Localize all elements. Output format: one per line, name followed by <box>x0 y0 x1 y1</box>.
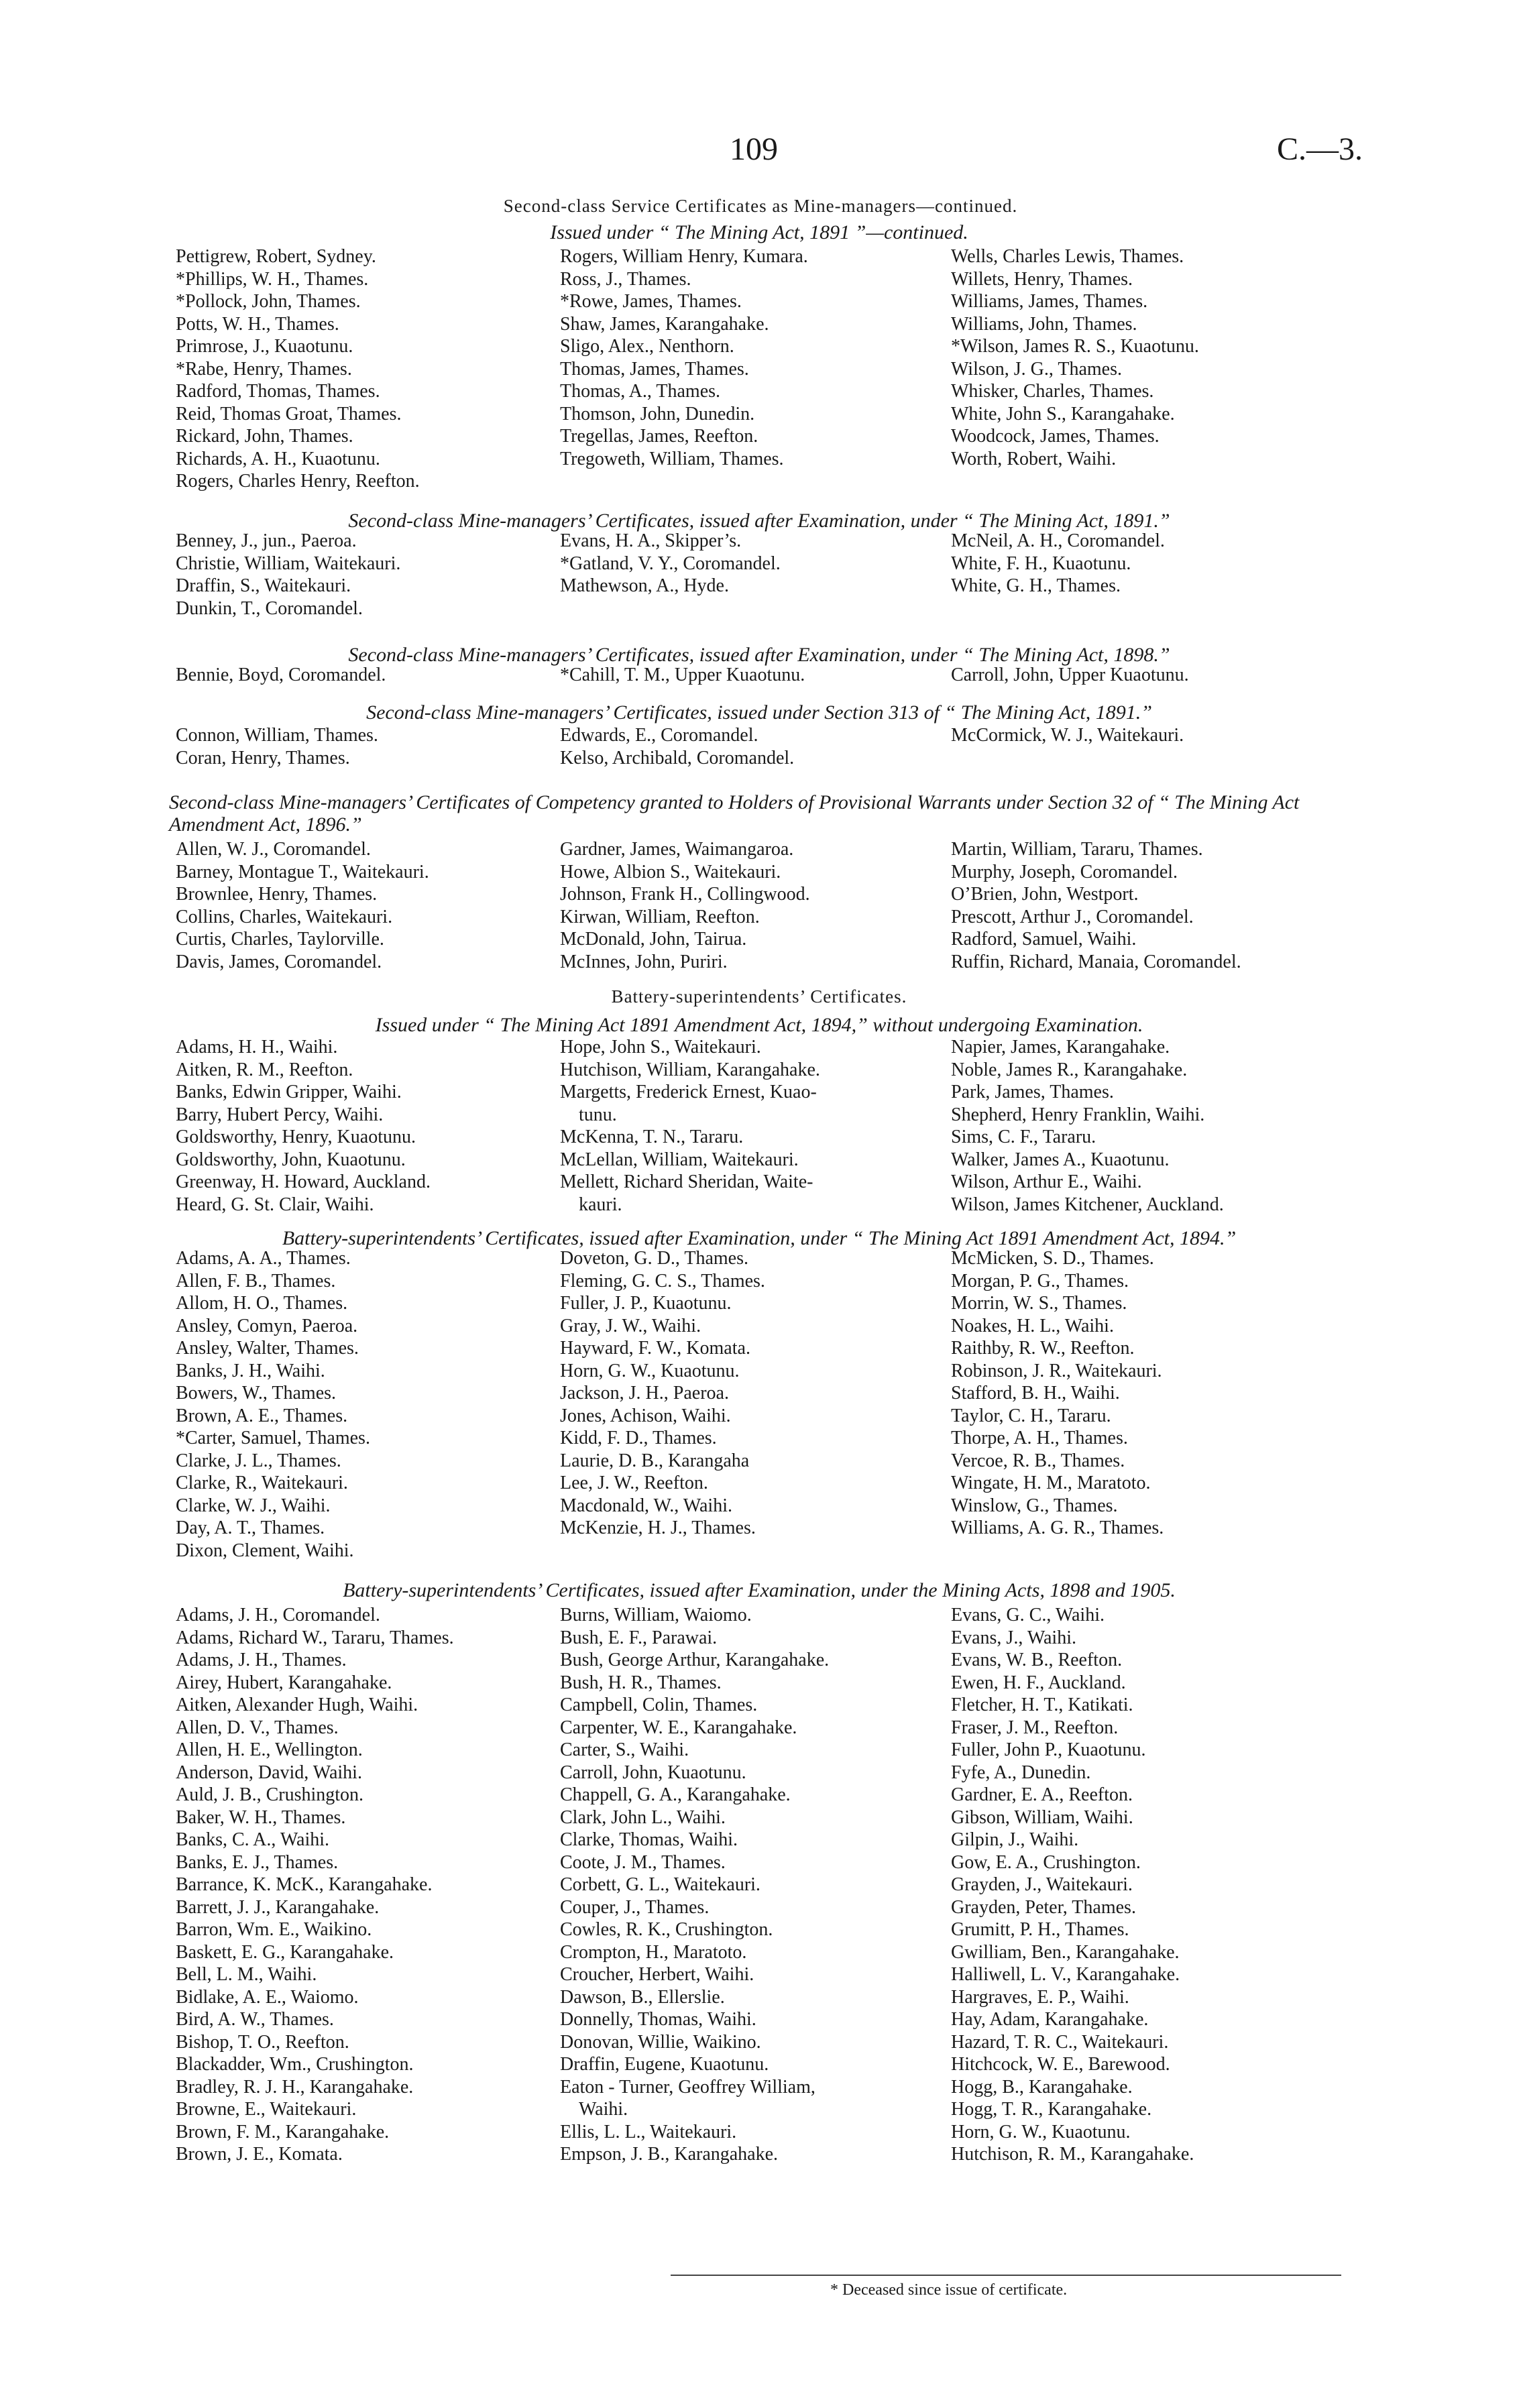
certificate-holder: Allen, W. J., Coromandel. <box>176 839 371 860</box>
certificate-holder: Thomas, A., Thames. <box>560 381 721 402</box>
certificate-holder: Allen, F. B., Thames. <box>176 1270 336 1292</box>
certificate-holder: Ansley, Comyn, Paeroa. <box>176 1315 358 1336</box>
section-heading: Second-class Mine-managers’ Certificates, issued after Examination, under “ The Mining Act, 1898.” <box>348 644 1170 666</box>
certificate-holder: Grayden, Peter, Thames. <box>951 1896 1136 1918</box>
certificate-holder: kauri. <box>579 1194 622 1215</box>
certificate-holder: Ross, J., Thames. <box>560 268 691 290</box>
certificate-holder: Hargraves, E. P., Waihi. <box>951 1986 1129 2008</box>
certificate-holder: Mathewson, A., Hyde. <box>560 575 729 596</box>
certificate-holder: Bennie, Boyd, Coromandel. <box>176 665 386 685</box>
certificate-holder: Tregellas, James, Reefton. <box>560 426 758 447</box>
certificate-holder: Halliwell, L. V., Karangahake. <box>951 1964 1180 1985</box>
certificate-holder: Carter, S., Waihi. <box>560 1739 689 1760</box>
name-column-2 <box>560 530 781 597</box>
certificate-holder: McMicken, S. D., Thames. <box>951 1248 1154 1269</box>
certificate-holder: *Phillips, W. H., Thames. <box>176 268 369 290</box>
certificate-holder: Wells, Charles Lewis, Thames. <box>951 246 1184 267</box>
certificate-holder: Gilpin, J., Waihi. <box>951 1829 1079 1850</box>
certificate-holder: Bush, H. R., Thames. <box>560 1672 722 1693</box>
certificate-holder: Willets, Henry, Thames. <box>951 268 1133 290</box>
certificate-holder: McLellan, William, Waitekauri. <box>560 1149 799 1170</box>
certificate-holder: Grumitt, P. H., Thames. <box>951 1919 1129 1940</box>
certificate-holder: McKenzie, H. J., Thames. <box>560 1517 756 1538</box>
certificate-holder: Park, James, Thames. <box>951 1082 1114 1102</box>
certificate-holder: Coote, J. M., Thames. <box>560 1851 726 1873</box>
certificate-holder: Ellis, L. L., Waitekauri. <box>560 2121 737 2142</box>
certificate-holder: McDonald, John, Tairua. <box>560 929 747 950</box>
certificate-holder: Gow, E. A., Crushington. <box>951 1851 1141 1873</box>
section-heading: Battery-superintendents’ Certificates. <box>611 986 907 1007</box>
certificate-holder: Banks, E. J., Thames. <box>176 1851 339 1873</box>
certificate-holder: Woodcock, James, Thames. <box>951 426 1160 447</box>
certificate-holder: Vercoe, R. B., Thames. <box>951 1450 1125 1471</box>
certificate-holder: Howe, Albion S., Waitekauri. <box>560 861 781 882</box>
certificate-holder: Evans, W. B., Reefton. <box>951 1650 1123 1670</box>
certificate-holder: *Rowe, James, Thames. <box>560 291 742 312</box>
certificate-holder: Clarke, J. L., Thames. <box>176 1450 341 1471</box>
certificate-holder: Macdonald, W., Waihi. <box>560 1495 732 1516</box>
certificate-holder: Radford, Samuel, Waihi. <box>951 929 1137 950</box>
certificate-holder: Wilson, Arthur E., Waihi. <box>951 1171 1142 1192</box>
certificate-holder: Gray, J. W., Waihi. <box>560 1315 701 1336</box>
certificate-holder: McKenna, T. N., Tararu. <box>560 1127 744 1147</box>
certificate-holder: Bishop, T. O., Reefton. <box>176 2031 349 2053</box>
section-heading: Second-class Mine-managers’ Certificates of Competency granted to Holders of Provisional Warrants under Section 32 of “ The Mining Act Amendment Act, 1896.” <box>169 791 1300 836</box>
certificate-holder: Blackadder, Wm., Crushington. <box>176 2054 414 2075</box>
certificate-holder: Donovan, Willie, Waikino. <box>560 2031 761 2053</box>
certificate-holder: Evans, H. A., Skipper’s. <box>560 530 742 551</box>
section-heading: Second-class Mine-managers’ Certificates, issued after Examination, under “ The Mining Act, 1891.” <box>348 510 1170 532</box>
certificate-holder: Napier, James, Karangahake. <box>951 1037 1170 1057</box>
certificate-holder: Couper, J., Thames. <box>560 1896 710 1918</box>
certificate-holder: Prescott, Arthur J., Coromandel. <box>951 906 1194 927</box>
certificate-holder: Curtis, Charles, Taylorville. <box>176 929 384 950</box>
certificate-holder: Allen, D. V., Thames. <box>176 1717 339 1738</box>
name-column-1 <box>176 724 378 769</box>
certificate-holder: Draffin, S., Waitekauri. <box>176 575 351 596</box>
certificate-holder: Adams, Richard W., Tararu, Thames. <box>176 1627 454 1648</box>
certificate-holder: Goldsworthy, John, Kuaotunu. <box>176 1149 406 1170</box>
certificate-holder: Noakes, H. L., Waihi. <box>951 1315 1114 1336</box>
certificate-holder: Bradley, R. J. H., Karangahake. <box>176 2076 414 2098</box>
certificate-holder: Ewen, H. F., Auckland. <box>951 1672 1126 1693</box>
certificate-holder: Hay, Adam, Karangahake. <box>951 2009 1149 2030</box>
name-column-3 <box>951 1036 1224 1216</box>
certificate-holder: Clark, John L., Waihi. <box>560 1807 726 1828</box>
name-column-1 <box>176 664 386 687</box>
certificate-holder: Chappell, G. A., Karangahake. <box>560 1784 791 1805</box>
certificate-holder: Laurie, D. B., Karangaha <box>560 1450 750 1471</box>
certificate-holder: Wilson, J. G., Thames. <box>951 358 1123 380</box>
section-heading: Second-class Mine-managers’ Certificates, issued under Section 313 of “ The Mining Act, 1891.” <box>366 701 1152 724</box>
certificate-holder: Edwards, E., Coromandel. <box>560 725 758 746</box>
certificate-holder: White, G. H., Thames. <box>951 575 1121 596</box>
certificate-holder: Wilson, James Kitchener, Auckland. <box>951 1194 1224 1215</box>
certificate-holder: Carroll, John, Upper Kuaotunu. <box>951 665 1189 685</box>
certificate-holder: Baskett, E. G., Karangahake. <box>176 1941 394 1963</box>
certificate-holder: Radford, Thomas, Thames. <box>176 381 380 402</box>
certificate-holder: Dunkin, T., Coromandel. <box>176 597 363 619</box>
certificate-holder: Potts, W. H., Thames. <box>176 313 339 335</box>
page-title: Second-class Service Certificates as Mine-managers—continued. <box>503 196 1018 216</box>
certificate-holder: Day, A. T., Thames. <box>176 1517 325 1538</box>
certificate-holder: Brown, J. E., Komata. <box>176 2144 343 2165</box>
certificate-holder: Thorpe, A. H., Thames. <box>951 1428 1128 1448</box>
section-heading: Battery-superintendents’ Certificates, issued after Examination, under the Mining Acts, 1898 and 1905. <box>343 1579 1176 1601</box>
certificate-holder: tunu. <box>579 1104 617 1125</box>
certificate-holder: Williams, James, Thames. <box>951 291 1148 312</box>
certificate-holder: Hayward, F. W., Komata. <box>560 1338 750 1359</box>
certificate-holder: Fyfe, A., Dunedin. <box>951 1762 1091 1783</box>
certificate-holder: Bowers, W., Thames. <box>176 1383 337 1403</box>
certificate-holder: White, F. H., Kuaotunu. <box>951 553 1131 574</box>
name-column-1 <box>176 1247 370 1562</box>
certificate-holder: Bidlake, A. E., Waiomo. <box>176 1986 359 2008</box>
name-column-2 <box>560 1604 829 2166</box>
name-column-2 <box>560 664 805 687</box>
certificate-holder: Browne, E., Waitekauri. <box>176 2099 357 2120</box>
name-column-2 <box>560 838 810 973</box>
certificate-holder: Winslow, G., Thames. <box>951 1495 1118 1516</box>
name-column-3 <box>951 530 1165 597</box>
certificate-holder: Doveton, G. D., Thames. <box>560 1248 748 1269</box>
footnote: * Deceased since issue of certificate. <box>830 2281 1068 2299</box>
name-column-2 <box>560 724 794 769</box>
certificate-holder: Connon, William, Thames. <box>176 725 378 746</box>
certificate-holder: Grayden, J., Waitekauri. <box>951 1874 1133 1895</box>
certificate-holder: Coran, Henry, Thames. <box>176 747 350 768</box>
name-column-1 <box>176 838 429 973</box>
footnote-rule <box>671 2275 1341 2276</box>
certificate-holder: Draffin, Eugene, Kuaotunu. <box>560 2054 769 2075</box>
certificate-holder: Sligo, Alex., Nenthorn. <box>560 336 734 357</box>
certificate-holder: Carroll, John, Kuaotunu. <box>560 1762 746 1783</box>
certificate-holder: Fraser, J. M., Reefton. <box>951 1717 1119 1738</box>
name-column-1 <box>176 1604 454 2166</box>
name-column-3 <box>951 1247 1164 1540</box>
name-column-3 <box>951 838 1241 973</box>
certificate-holder: Pettigrew, Robert, Sydney. <box>176 246 376 267</box>
certificate-holder: Whisker, Charles, Thames. <box>951 381 1154 402</box>
certificate-holder: Horn, G. W., Kuaotunu. <box>560 1360 740 1381</box>
certificate-holder: Tregoweth, William, Thames. <box>560 448 784 469</box>
certificate-holder: Ruffin, Richard, Manaia, Coromandel. <box>951 951 1241 972</box>
certificate-holder: Baker, W. H., Thames. <box>176 1807 346 1828</box>
certificate-holder: Thomas, James, Thames. <box>560 358 749 380</box>
certificate-holder: Hogg, B., Karangahake. <box>951 2076 1133 2098</box>
certificate-holder: Donnelly, Thomas, Waihi. <box>560 2009 756 2030</box>
certificate-holder: *Rabe, Henry, Thames. <box>176 358 352 380</box>
certificate-holder: Sims, C. F., Tararu. <box>951 1127 1096 1147</box>
certificate-holder: Noble, James R., Karangahake. <box>951 1059 1188 1080</box>
certificate-holder: Barron, Wm. E., Waikino. <box>176 1919 372 1940</box>
certificate-holder: Walker, James A., Kuaotunu. <box>951 1149 1170 1170</box>
document-reference: C.—3. <box>1276 131 1363 167</box>
certificate-holder: Fleming, G. C. S., Thames. <box>560 1270 765 1292</box>
certificate-holder: Allom, H. O., Thames. <box>176 1293 348 1314</box>
certificate-holder: Martin, William, Tararu, Thames. <box>951 839 1203 860</box>
certificate-holder: Morrin, W. S., Thames. <box>951 1293 1127 1314</box>
certificate-holder: Williams, A. G. R., Thames. <box>951 1517 1164 1538</box>
certificate-holder: McNeil, A. H., Coromandel. <box>951 530 1165 551</box>
certificate-holder: *Carter, Samuel, Thames. <box>176 1428 370 1448</box>
certificate-holder: Dixon, Clement, Waihi. <box>176 1540 354 1561</box>
certificate-holder: Worth, Robert, Waihi. <box>951 448 1117 469</box>
certificate-holder: Barrett, J. J., Karangahake. <box>176 1896 380 1918</box>
certificate-holder: Adams, A. A., Thames. <box>176 1248 351 1269</box>
certificate-holder: Adams, J. H., Thames. <box>176 1650 347 1670</box>
certificate-holder: Fuller, J. P., Kuaotunu. <box>560 1293 732 1314</box>
name-column-1 <box>176 1036 431 1216</box>
certificate-holder: Johnson, Frank H., Collingwood. <box>560 884 810 905</box>
certificate-holder: Empson, J. B., Karangahake. <box>560 2144 779 2165</box>
certificate-holder: Margetts, Frederick Ernest, Kuao- <box>560 1082 817 1102</box>
name-column-3 <box>951 245 1199 470</box>
certificate-holder: Burns, William, Waiomo. <box>560 1605 752 1625</box>
certificate-holder: *Wilson, James R. S., Kuaotunu. <box>951 336 1199 357</box>
name-column-3 <box>951 664 1189 687</box>
page-number: 109 <box>730 131 778 167</box>
certificate-holder: Reid, Thomas Groat, Thames. <box>176 403 402 424</box>
certificate-holder: Campbell, Colin, Thames. <box>560 1695 758 1715</box>
certificate-holder: Fuller, John P., Kuaotunu. <box>951 1739 1146 1760</box>
certificate-holder: Barrance, K. McK., Karangahake. <box>176 1874 433 1895</box>
certificate-holder: Williams, John, Thames. <box>951 313 1137 335</box>
name-column-3 <box>951 724 1184 747</box>
certificate-holder: Mellett, Richard Sheridan, Waite- <box>560 1171 813 1192</box>
certificate-holder: Clarke, Thomas, Waihi. <box>560 1829 738 1850</box>
certificate-holder: Christie, William, Waitekauri. <box>176 553 401 574</box>
certificate-holder: Kidd, F. D., Thames. <box>560 1428 717 1448</box>
certificate-holder: Hutchison, R. M., Karangahake. <box>951 2144 1194 2165</box>
certificate-holder: Croucher, Herbert, Waihi. <box>560 1964 754 1985</box>
certificate-holder: Kirwan, William, Reefton. <box>560 906 760 927</box>
certificate-holder: Fletcher, H. T., Katikati. <box>951 1695 1133 1715</box>
certificate-holder: Raithby, R. W., Reefton. <box>951 1338 1135 1359</box>
section-heading: Battery-superintendents’ Certificates, issued after Examination, under “ The Mining Act 1891 Amendment Act, 1894.” <box>282 1227 1237 1249</box>
certificate-holder: *Cahill, T. M., Upper Kuaotunu. <box>560 665 805 685</box>
certificate-holder: Richards, A. H., Kuaotunu. <box>176 448 380 469</box>
certificate-holder: Jones, Achison, Waihi. <box>560 1405 731 1426</box>
certificate-holder: O’Brien, John, Westport. <box>951 884 1139 905</box>
certificate-holder: Gwilliam, Ben., Karangahake. <box>951 1941 1180 1963</box>
certificate-holder: Banks, J. H., Waihi. <box>176 1360 325 1381</box>
certificate-holder: Rickard, John, Thames. <box>176 426 353 447</box>
certificate-holder: Gardner, E. A., Reefton. <box>951 1784 1133 1805</box>
certificate-holder: Bush, E. F., Parawai. <box>560 1627 718 1648</box>
name-column-3 <box>951 1604 1194 2166</box>
certificate-holder: Horn, G. W., Kuaotunu. <box>951 2121 1131 2142</box>
certificate-holder: Robinson, J. R., Waitekauri. <box>951 1360 1162 1381</box>
certificate-holder: Taylor, C. H., Tararu. <box>951 1405 1111 1426</box>
certificate-holder: Hogg, T. R., Karangahake. <box>951 2099 1152 2120</box>
certificate-holder: *Gatland, V. Y., Coromandel. <box>560 553 781 574</box>
certificate-holder: Gibson, William, Waihi. <box>951 1807 1133 1828</box>
certificate-holder: Shepherd, Henry Franklin, Waihi. <box>951 1104 1205 1125</box>
certificate-holder: Aitken, Alexander Hugh, Waihi. <box>176 1695 418 1715</box>
certificate-holder: Hope, John S., Waitekauri. <box>560 1037 761 1057</box>
certificate-holder: Carpenter, W. E., Karangahake. <box>560 1717 797 1738</box>
certificate-holder: Anderson, David, Waihi. <box>176 1762 362 1783</box>
certificate-holder: Hitchcock, W. E., Barewood. <box>951 2054 1170 2075</box>
certificate-holder: Evans, J., Waihi. <box>951 1627 1076 1648</box>
certificate-holder: Waihi. <box>579 2099 628 2120</box>
certificate-holder: Ansley, Walter, Thames. <box>176 1338 359 1359</box>
certificate-holder: Corbett, G. L., Waitekauri. <box>560 1874 760 1895</box>
certificate-holder: Morgan, P. G., Thames. <box>951 1270 1129 1292</box>
certificate-holder: Adams, J. H., Coromandel. <box>176 1605 380 1625</box>
name-column-2 <box>560 1247 765 1540</box>
certificate-holder: Barney, Montague T., Waitekauri. <box>176 861 429 882</box>
certificate-holder: Aitken, R. M., Reefton. <box>176 1059 353 1080</box>
certificate-holder: Lee, J. W., Reefton. <box>560 1473 708 1493</box>
certificate-holder: Rogers, William Henry, Kumara. <box>560 246 808 267</box>
certificate-holder: Kelso, Archibald, Coromandel. <box>560 747 795 768</box>
section-heading: Issued under “ The Mining Act, 1891 ”—continued. <box>550 221 968 243</box>
section-subheading: Issued under “ The Mining Act 1891 Amendment Act, 1894,” without undergoing Examination. <box>375 1014 1143 1036</box>
name-column-1 <box>176 530 400 620</box>
certificate-holder: Allen, H. E., Wellington. <box>176 1739 363 1760</box>
certificate-holder: McCormick, W. J., Waitekauri. <box>951 725 1184 746</box>
certificate-holder: Davis, James, Coromandel. <box>176 951 382 972</box>
certificate-holder: Brown, F. M., Karangahake. <box>176 2121 390 2142</box>
name-column-1 <box>176 245 420 493</box>
certificate-holder: Shaw, James, Karangahake. <box>560 313 769 335</box>
certificate-holder: Brownlee, Henry, Thames. <box>176 884 378 905</box>
certificate-holder: Cowles, R. K., Crushington. <box>560 1919 773 1940</box>
certificate-holder: Thomson, John, Dunedin. <box>560 403 755 424</box>
certificate-holder: Crompton, H., Maratoto. <box>560 1941 747 1963</box>
certificate-holder: Evans, G. C., Waihi. <box>951 1605 1105 1625</box>
certificate-holder: Clarke, R., Waitekauri. <box>176 1473 348 1493</box>
certificate-holder: Heard, G. St. Clair, Waihi. <box>176 1194 374 1215</box>
certificate-holder: Auld, J. B., Crushington. <box>176 1784 364 1805</box>
name-column-2 <box>560 1036 820 1216</box>
certificate-holder: Dawson, B., Ellerslie. <box>560 1986 725 2008</box>
certificate-holder: Gardner, James, Waimangaroa. <box>560 839 794 860</box>
certificate-holder: Bush, George Arthur, Karangahake. <box>560 1650 830 1670</box>
certificate-holder: Banks, Edwin Gripper, Waihi. <box>176 1082 402 1102</box>
certificate-holder: Murphy, Joseph, Coromandel. <box>951 861 1178 882</box>
certificate-holder: Stafford, B. H., Waihi. <box>951 1383 1120 1403</box>
certificate-holder: Hazard, T. R. C., Waitekauri. <box>951 2031 1169 2053</box>
certificate-holder: Bird, A. W., Thames. <box>176 2009 334 2030</box>
certificate-holder: McInnes, John, Puriri. <box>560 951 728 972</box>
certificate-holder: Benney, J., jun., Paeroa. <box>176 530 357 551</box>
certificate-holder: Collins, Charles, Waitekauri. <box>176 906 393 927</box>
certificate-holder: Hutchison, William, Karangahake. <box>560 1059 820 1080</box>
certificate-holder: Barry, Hubert Percy, Waihi. <box>176 1104 384 1125</box>
certificate-holder: Primrose, J., Kuaotunu. <box>176 336 353 357</box>
certificate-holder: Banks, C. A., Waihi. <box>176 1829 330 1850</box>
certificate-holder: Rogers, Charles Henry, Reefton. <box>176 471 420 492</box>
certificate-holder: Greenway, H. Howard, Auckland. <box>176 1171 431 1192</box>
certificate-holder: Goldsworthy, Henry, Kuaotunu. <box>176 1127 416 1147</box>
certificate-holder: White, John S., Karangahake. <box>951 403 1175 424</box>
certificate-holder: Bell, L. M., Waihi. <box>176 1964 317 1985</box>
certificate-holder: Eaton - Turner, Geoffrey William, <box>560 2076 815 2098</box>
certificate-holder: Jackson, J. H., Paeroa. <box>560 1383 729 1403</box>
certificate-holder: Adams, H. H., Waihi. <box>176 1037 338 1057</box>
certificate-holder: *Pollock, John, Thames. <box>176 291 361 312</box>
certificate-holder: Clarke, W. J., Waihi. <box>176 1495 331 1516</box>
name-column-2 <box>560 245 808 470</box>
certificate-holder: Wingate, H. M., Maratoto. <box>951 1473 1151 1493</box>
certificate-holder: Brown, A. E., Thames. <box>176 1405 348 1426</box>
certificate-holder: Airey, Hubert, Karangahake. <box>176 1672 392 1693</box>
